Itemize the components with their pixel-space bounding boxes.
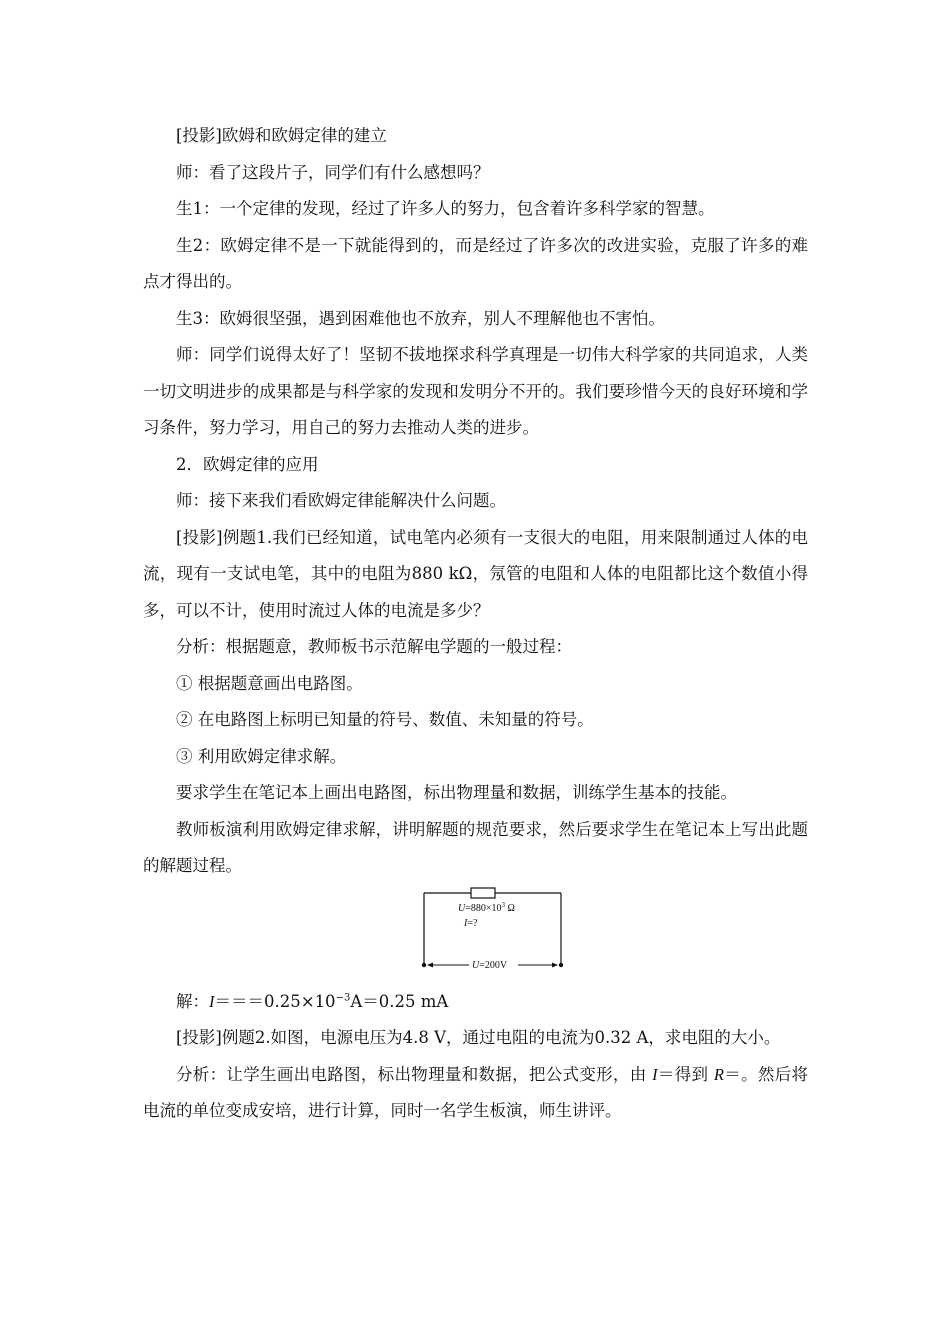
resistance-label: $U=880\times 10^3$ Ω <box>458 900 515 914</box>
analysis-2-var-r: R <box>713 1064 724 1084</box>
circuit-diagram <box>143 887 808 980</box>
paragraph-analysis-2 <box>143 1057 808 1130</box>
analysis-2-part-c: ＝。然后将电流的单位变成安培，进行计算，同时一名学生板演，师生讲评。 <box>143 1064 808 1120</box>
current-label: I=? <box>464 917 478 929</box>
voltage-label: U=200V <box>472 959 508 971</box>
paragraph-student-2: 生2：欧姆定律不是一下就能得到的，而是经过了许多次的改进实验，克服了许多的难点才得出的。 <box>143 235 808 291</box>
voltage-arrow-right <box>552 962 558 967</box>
paragraph-projection-title: [投影]欧姆和欧姆定律的建立 <box>176 126 387 145</box>
paragraph-student-task: 要求学生在笔记本上画出电路图，标出物理量和数据，训练学生基本的技能。 <box>176 783 737 802</box>
paragraph-teacher-intro: 师：接下来我们看欧姆定律能解决什么问题。 <box>176 491 506 510</box>
analysis-2-part-b: ＝得到 <box>657 1064 714 1084</box>
paragraph-teacher-summary: 师：同学们说得太好了！坚韧不拔地探求科学真理是一切伟大科学家的共同追求，人类一切文明进步的成果都是与科学家的发现和发明分不开的。我们要珍惜今天的良好环境和学习条件，努力学习，用自己的努力去推动人类的进步。 <box>143 345 808 437</box>
paragraph-solution <box>143 984 808 1021</box>
paragraph-example-1: [投影]例题1.我们已经知道，试电笔内必须有一支很大的电阻，用来限制通过人体的电流，现有一支试电笔，其中的电阻为880 kΩ，氖管的电阻和人体的电阻都比这个数值小得多，可以不计，使用时流过人体的电流是多少？ <box>143 527 808 620</box>
paragraph-teacher-demo: 教师板演利用欧姆定律求解，讲明解题的规范要求，然后要求学生在笔记本上写出此题的解题过程。 <box>143 819 808 875</box>
terminal-left <box>422 962 426 966</box>
paragraph-teacher-question: 师：看了这段片子，同学们有什么感想吗？ <box>176 162 490 182</box>
section-heading-ohm-application: 2．欧姆定律的应用 <box>176 454 319 474</box>
step-3: ③ 利用欧姆定律求解。 <box>176 746 347 766</box>
analysis-2-part-a: 分析：让学生画出电路图，标出物理量和数据，把公式变形，由 <box>176 1064 653 1084</box>
solution-variable: I <box>209 991 215 1011</box>
document-body <box>143 118 808 1130</box>
terminal-right <box>559 962 563 966</box>
paragraph-student-1: 生1：一个定律的发现，经过了许多人的努力，包含着许多科学家的智慧。 <box>176 199 715 218</box>
step-2: ② 在电路图上标明已知量的符号、数值、未知量的符号。 <box>176 710 594 729</box>
paragraph-student-3: 生3：欧姆很坚强，遇到困难他也不放弃，别人不理解他也不害怕。 <box>176 308 665 328</box>
step-1: ① 根据题意画出电路图。 <box>176 673 363 693</box>
paragraph-analysis: 分析：根据题意，教师板书示范解电学题的一般过程： <box>176 637 572 656</box>
paragraph-example-2: [投影]例题2.如图，电源电压为4.8 V，通过电阻的电流为0.32 A，求电阻的大小。 <box>176 1028 781 1047</box>
solution-exponent: −3 <box>335 992 351 1003</box>
solution-result: A＝0.25 mA <box>350 991 449 1011</box>
resistor-symbol <box>471 888 495 898</box>
solution-prefix: 解： <box>176 991 209 1011</box>
voltage-arrow-left <box>427 962 433 967</box>
analysis-2-var-i: I <box>652 1064 658 1084</box>
circuit-diagram-svg <box>421 887 571 977</box>
solution-equation: ＝＝＝0.25×10 <box>214 991 336 1011</box>
